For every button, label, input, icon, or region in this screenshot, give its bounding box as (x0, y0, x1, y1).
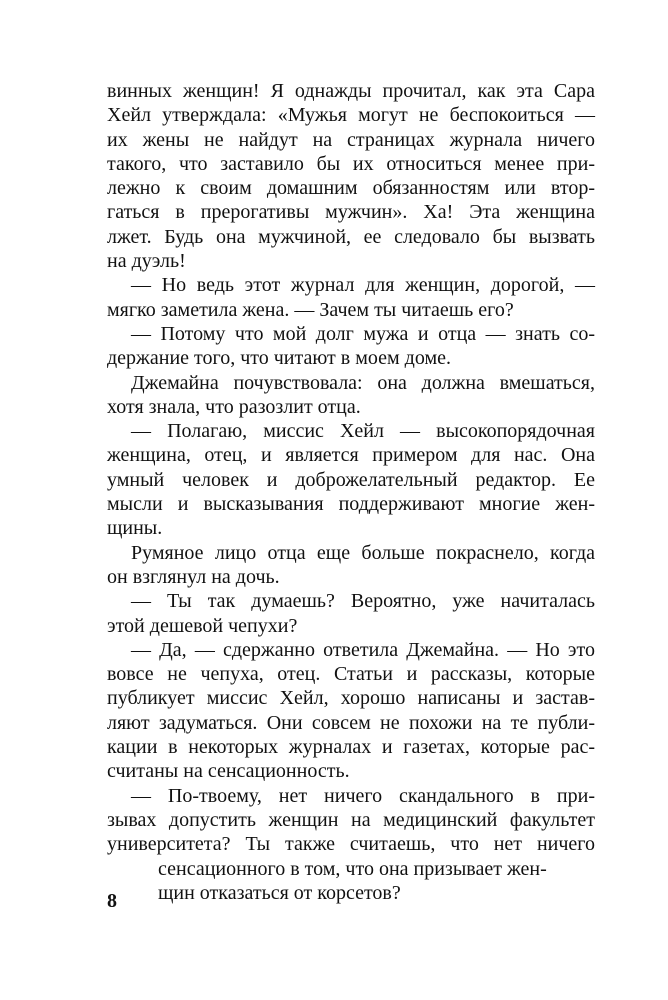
text-line: — Полагаю, миссис Хейл — высокопорядочная (131, 420, 595, 443)
text-line: — Ты так думаешь? Вероятно, уже начиталась (131, 590, 595, 613)
text-line: Хейл утверждала: «Мужья могут не беспокоиться — (107, 104, 595, 127)
text-line: винных женщин! Я однажды прочитал, как эта Сара (107, 80, 595, 102)
text-line: гаться в прерогативы мужчин». Ха! Эта женщина (107, 201, 595, 224)
text-line-final-2: щин отказаться от корсетов? (158, 881, 401, 904)
text-line: этой дешевой чепухи? (107, 614, 298, 637)
text-line: Джемайна почувствовала: она должна вмешаться, (131, 371, 595, 394)
text-line: мягко заметила жена. — Зачем ты читаешь его? (107, 298, 514, 321)
text-line: мысли и высказывания поддерживают многие жен- (107, 493, 595, 516)
text-line: на дуэль! (107, 250, 186, 273)
text-line: считаны на сенсационность. (107, 760, 350, 783)
text-line: лежно к своим домашним обязанностям или втор- (107, 177, 595, 200)
text-line: зывах допустить женщин на медицинский факультет (107, 808, 595, 831)
text-line: хотя знала, что разозлит отца. (107, 395, 361, 418)
text-line: кации в некоторых журналах и газетах, которые рас- (107, 736, 595, 759)
text-line: вовсе не чепуха, отец. Статьи и рассказы, которые (107, 663, 595, 686)
page-number: 8 (107, 890, 117, 912)
text-line: их жены не найдут на страницах журнала ничего (107, 128, 595, 151)
text-line: он взглянул на дочь. (107, 565, 280, 588)
text-line: — Потому что мой долг мужа и отца — знать со- (131, 322, 595, 345)
text-line: умный человек и доброжелательный редактор. Ее (107, 468, 595, 491)
text-line: — Но ведь этот журнал для женщин, дорогой, — (131, 274, 595, 297)
body-text (107, 79, 595, 857)
text-line: публикует миссис Хейл, хорошо написаны и застав- (107, 687, 595, 710)
text-line: держание того, что читают в моем доме. (107, 347, 451, 370)
text-line: лжет. Будь она мужчиной, ее следовало бы вызвать (107, 225, 595, 248)
text-line: университета? Ты также считаешь, что нет ничего (107, 833, 595, 856)
text-line: — По-твоему, нет ничего скандального в при- (131, 784, 595, 807)
text-line: женщина, отец, и является примером для нас. Она (107, 444, 595, 467)
text-line-final-1: сенсационного в том, что она призывает жен- (158, 857, 547, 880)
text-line: такого, что заставило бы их относиться менее при- (107, 152, 595, 175)
text-line: — Да, — сдержанно ответила Джемайна. — Но это (131, 638, 595, 661)
text-line: ляют задуматься. Они совсем не похожи на те публи- (107, 711, 595, 734)
text-line: Румяное лицо отца еще больше покраснело, когда (131, 541, 595, 564)
text-line: щины. (107, 517, 163, 540)
